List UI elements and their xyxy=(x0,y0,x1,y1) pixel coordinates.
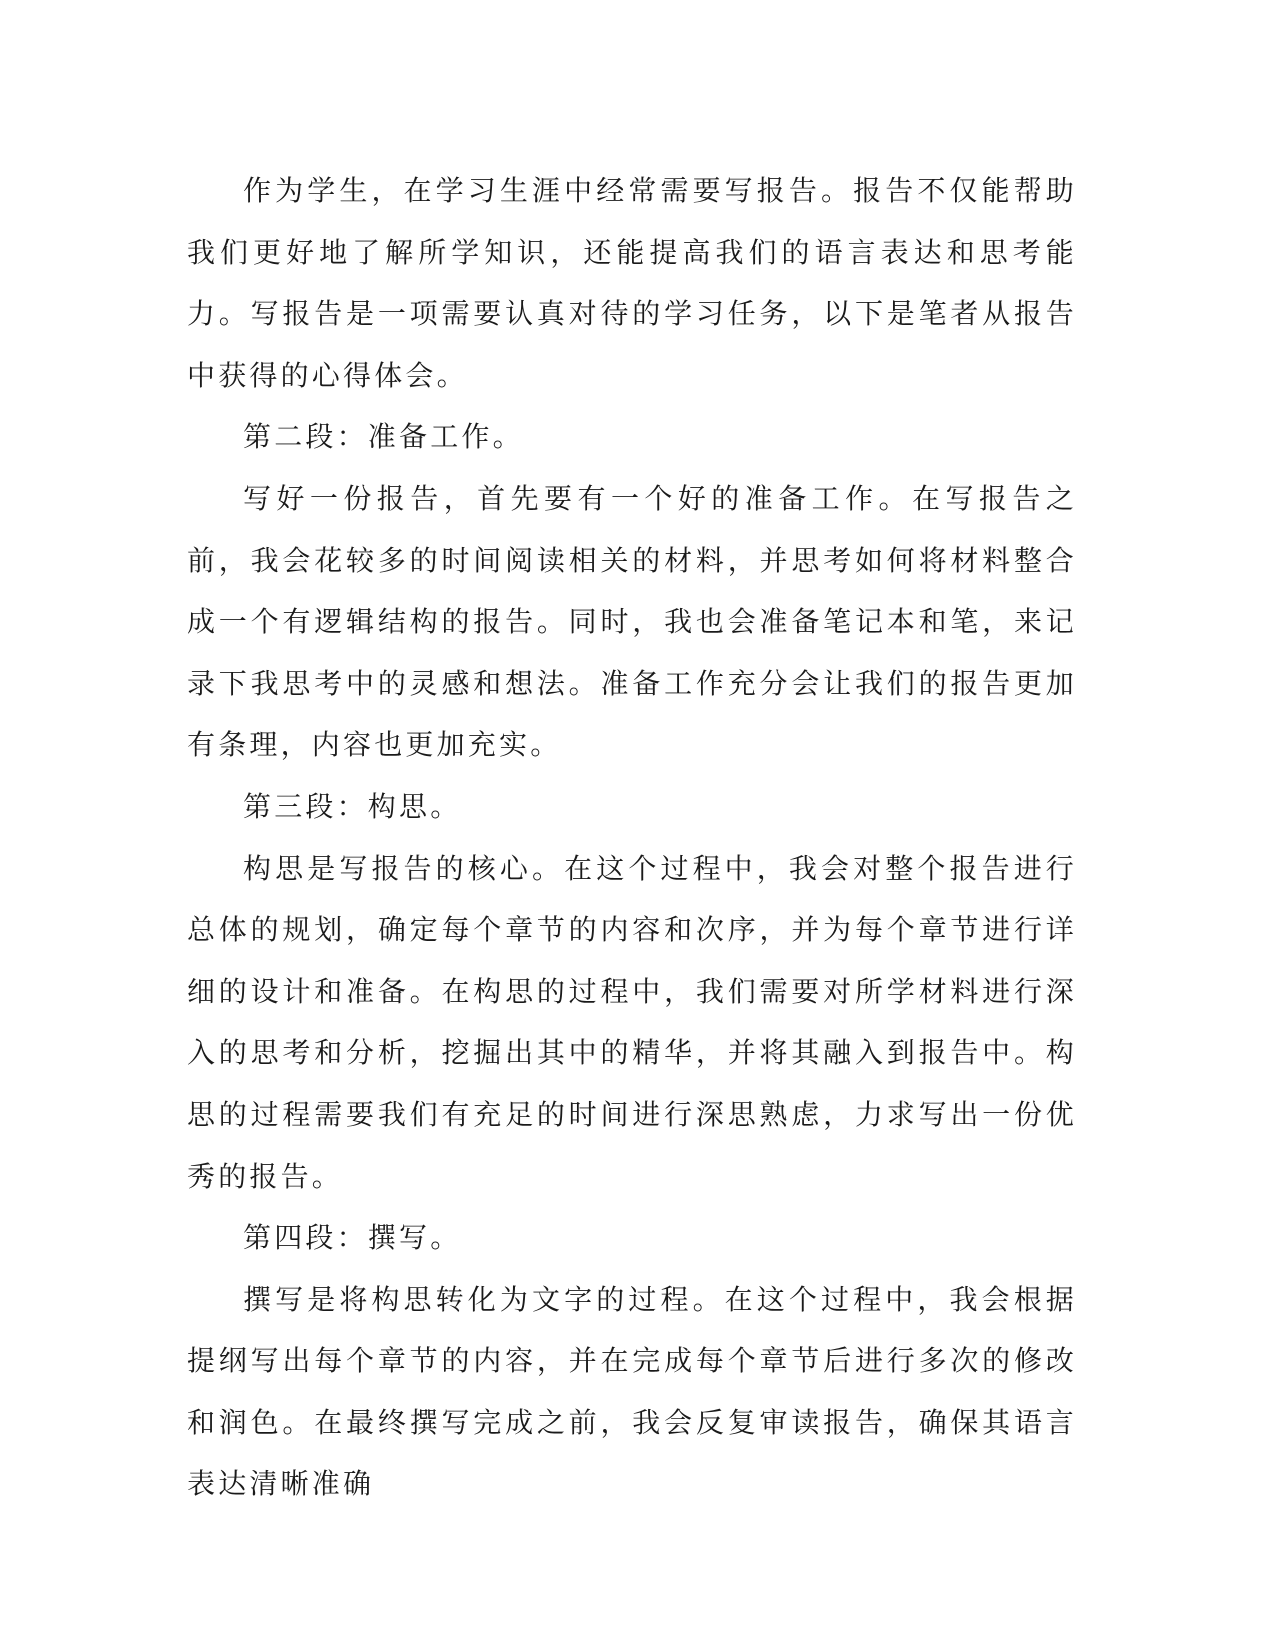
paragraph-preparation: 写好一份报告，首先要有一个好的准备工作。在写报告之前，我会花较多的时间阅读相关的材料，并思考如何将材料整合成一个有逻辑结构的报告。同时，我也会准备笔记本和笔，来记录下我思考中的灵感和想法。准备工作充分会让我们的报告更加有条理，内容也更加充实。 xyxy=(187,481,1077,762)
section-heading-preparation: 第二段：准备工作。 xyxy=(243,420,524,454)
paragraph-conception: 构思是写报告的核心。在这个过程中，我会对整个报告进行总体的规划，确定每个章节的内容和次序，并为每个章节进行详细的设计和准备。在构思的过程中，我们需要对所学材料进行深入的思考和分析，挖掘出其中的精华，并将其融入到报告中。构思的过程需要我们有充足的时间进行深思熟虑，力求写出一份优秀的报告。 xyxy=(187,851,1077,1193)
paragraph-intro: 作为学生，在学习生涯中经常需要写报告。报告不仅能帮助我们更好地了解所学知识，还能提高我们的语言表达和思考能力。写报告是一项需要认真对待的学习任务，以下是笔者从报告中获得的心得体会。 xyxy=(187,174,1077,392)
section-heading-writing: 第四段：撰写。 xyxy=(243,1221,462,1255)
document-body xyxy=(187,160,1077,1515)
section-heading-conception: 第三段：构思。 xyxy=(243,789,462,823)
paragraph-writing: 撰写是将构思转化为文字的过程。在这个过程中，我会根据提纲写出每个章节的内容，并在完成每个章节后进行多次的修改和润色。在最终撰写完成之前，我会反复审读报告，确保其语言表达清晰准确 xyxy=(187,1282,1077,1501)
